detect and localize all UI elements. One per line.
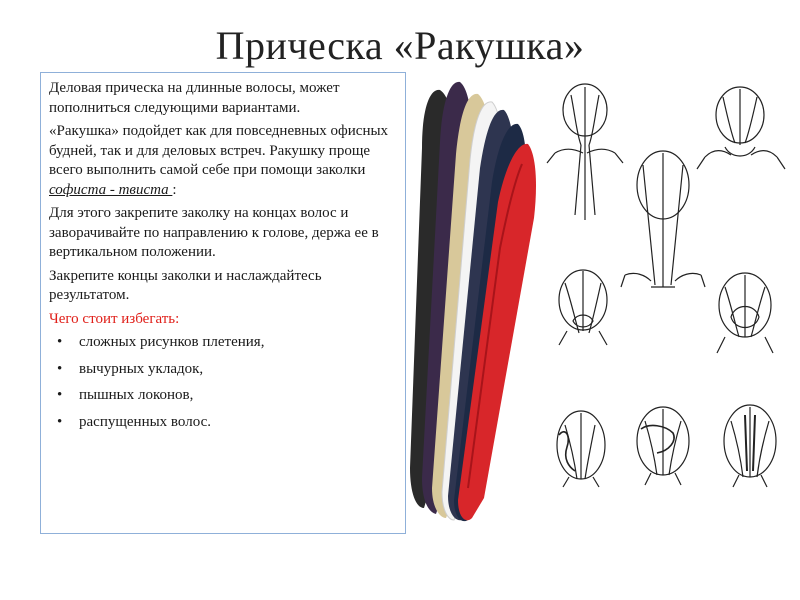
avoid-item: • сложных рисунков плетения,: [49, 333, 397, 353]
avoid-heading: Чего стоит избегать:: [49, 310, 180, 327]
paragraph-finish: Закрепите концы заколки и наслаждайтесь результатом.: [49, 267, 322, 303]
avoid-item: • пышных локонов,: [49, 386, 397, 406]
paragraph-intro: Деловая прическа на длинные волосы, может пополниться следующими вариантами.: [49, 80, 340, 116]
step-1-sketch: [547, 84, 623, 220]
sofista-twist-clips-image: [400, 68, 540, 528]
step-3-sketch: [621, 151, 705, 287]
step-8-sketch: [724, 405, 776, 487]
text-box: [40, 72, 406, 534]
avoid-item: • вычурных укладок,: [49, 360, 397, 380]
step-6-sketch: [557, 411, 605, 487]
step-4-sketch: [559, 270, 607, 345]
paragraph-usage-colon: :: [172, 181, 177, 198]
paragraph-instructions: Для этого закрепите заколку на концах волос и заворачивайте по направлению к голове, держа ее в вертикальном положении.: [49, 205, 379, 260]
paragraph-usage-text: «Ракушка» подойдет как для повседневных офисных будней, так и для деловых встреч. Ракушку проще всего выполнить самой себе при помощи заколки: [49, 123, 389, 178]
step-5-sketch: [717, 273, 773, 353]
avoid-item: • распущенных волос.: [49, 413, 397, 433]
step-7-sketch: [637, 407, 689, 485]
paragraph-usage: [49, 122, 397, 200]
step-2-sketch: [697, 87, 785, 169]
hairstyle-steps-illustration: [545, 75, 795, 515]
avoid-list: [49, 333, 397, 432]
slide-title: Прическа «Ракушка»: [215, 23, 585, 68]
sofista-twist-link[interactable]: софиста - твиста: [49, 181, 173, 198]
